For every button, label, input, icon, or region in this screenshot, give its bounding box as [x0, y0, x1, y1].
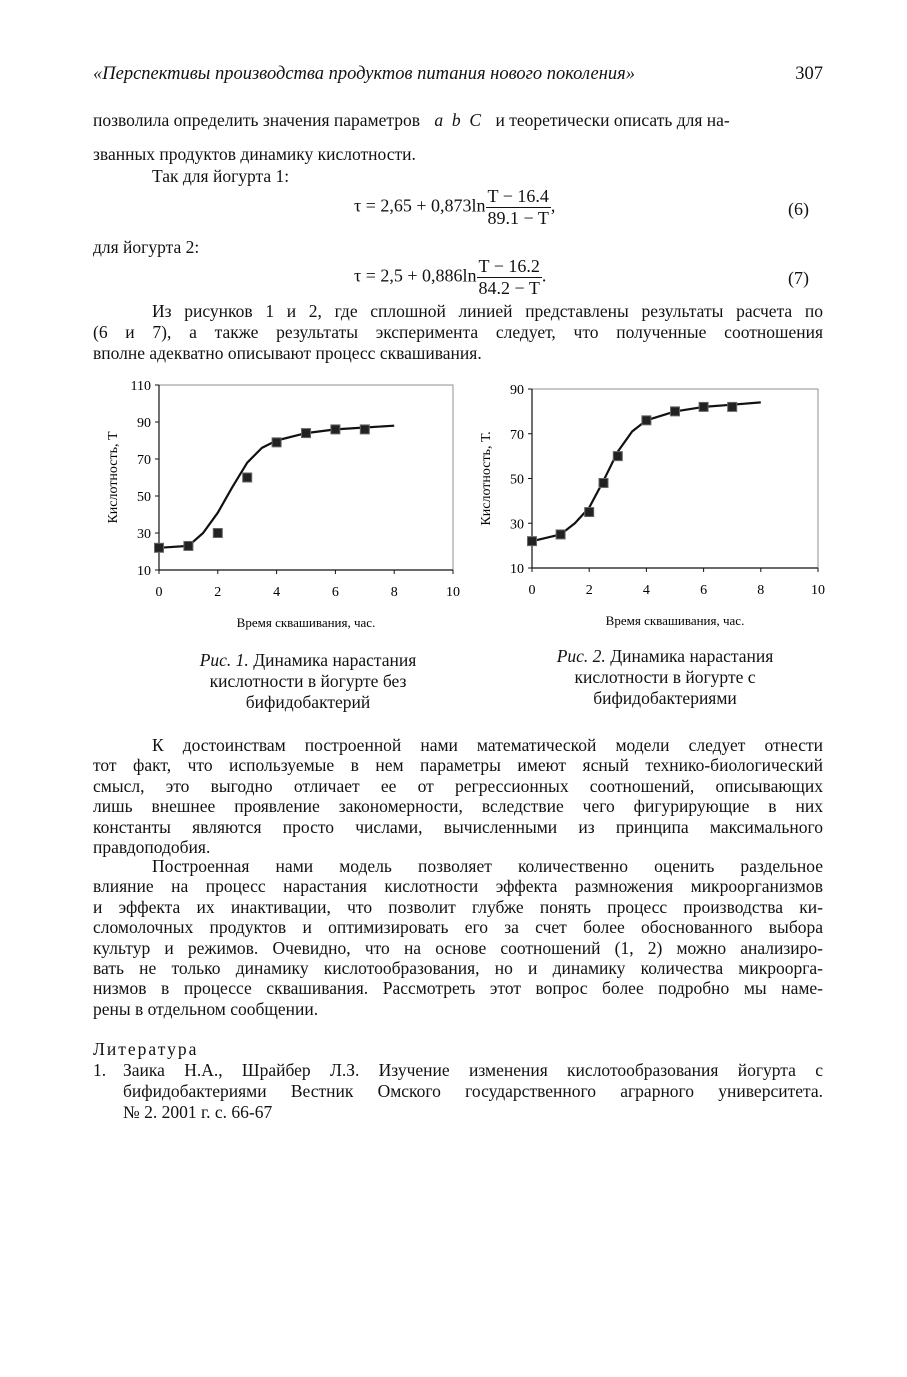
literature-line: № 2. 2001 г. с. 66-67	[123, 1102, 273, 1122]
eq6-tail: ,	[550, 195, 556, 216]
intro-params: a b C	[434, 110, 482, 130]
y-tick-label: 70	[137, 453, 151, 468]
para2-line: К достоинствам построенной нами математической модели следует отнести	[152, 735, 823, 755]
literature-item-body	[123, 1060, 823, 1123]
para2-line: лишь внешнее проявление закономерности, вследствие чего фигурирующие в них	[93, 796, 823, 817]
intro-line-1	[93, 110, 823, 131]
figure-1-caption	[173, 650, 443, 713]
eq7-denominator: 84.2 − T	[478, 278, 540, 298]
intro-text-b: и теоретически описать для на-	[495, 110, 730, 130]
y-tick-label: 30	[137, 527, 151, 542]
figure-2-chart	[474, 372, 844, 642]
data-point	[155, 543, 164, 552]
y-tick-label: 50	[137, 490, 151, 505]
para1-line: вполне адекватно описывают процесс сквашивания.	[93, 343, 482, 363]
para2-line: тот факт, что используемые в нем параметры имеют ясный технико-биологический	[93, 755, 823, 776]
para1-line: (6 и 7), а также результаты эксперимента следует, что полученные соотношения	[93, 322, 823, 342]
figure-1-chart	[93, 372, 473, 642]
para3-line: низмов в процессе сквашивания. Рассмотреть этот вопрос более подробно мы наме-	[93, 978, 823, 999]
data-point	[272, 438, 281, 447]
y-tick-label: 70	[510, 427, 524, 443]
intro-line-2: званных продуктов динамику кислотности.	[93, 144, 416, 164]
data-point	[213, 529, 222, 538]
para1-line: Из рисунков 1 и 2, где сплошной линией представлены результаты расчета по	[152, 301, 823, 321]
fig2-caption-text: Динамика нарастания кислотности в йогурте с бифидобактериями	[574, 646, 774, 708]
equation-7	[354, 256, 546, 299]
para2-line: правдоподобия.	[93, 837, 211, 858]
literature-line: бифидобактериями Вестник Омского государственного аграрного университета.	[123, 1081, 823, 1101]
y-tick-label: 10	[137, 564, 151, 579]
yogurt1-label: Так для йогурта 1:	[152, 166, 290, 186]
para2-line: смысл, это выгодно отличает ее от регрессионных соотношений, описывающих	[93, 775, 823, 796]
data-point	[184, 541, 193, 550]
eq6-lhs: τ = 2,65 + 0,873ln	[354, 195, 486, 216]
x-tick-label: 4	[273, 585, 281, 600]
data-point	[360, 425, 369, 434]
para3-line: сломолочных продуктов и оптимизировать его за счет более обоснованного выбора	[93, 917, 823, 938]
plot-frame	[159, 385, 453, 570]
para3-line: культур и режимов. Очевидно, что на основе соотношений (1, 2) можно анализиро-	[93, 937, 823, 958]
para3-line: и эффекта их инактивации, что позволит глубже понять процесс производства ки-	[93, 896, 823, 917]
paragraph-3	[93, 856, 823, 1019]
data-point	[528, 537, 537, 546]
fig1-caption-label: Рис. 1.	[199, 650, 249, 670]
paragraph-1	[93, 301, 823, 364]
data-point	[556, 530, 565, 539]
x-tick-label: 4	[642, 583, 650, 598]
running-header	[93, 64, 823, 85]
x-tick-label: 6	[331, 585, 339, 600]
data-point	[599, 478, 608, 487]
data-point	[243, 473, 252, 482]
para3-line: рены в отдельном сообщении.	[93, 998, 319, 1019]
data-point	[699, 402, 708, 411]
x-tick-label: 0	[528, 583, 536, 598]
x-tick-label: 8	[390, 585, 398, 600]
literature-line: Заика Н.А., Шрайбер Л.З. Изучение изменения кислотообразования йогурта с	[123, 1060, 823, 1080]
eq7-label: (7)	[788, 268, 809, 288]
data-point	[671, 407, 680, 416]
eq6-denominator: 89.1 − T	[487, 208, 549, 228]
para3-line: Построенная нами модель позволяет количественно оценить раздельное	[152, 856, 823, 876]
literature-item-number: 1.	[93, 1060, 107, 1080]
eq6-label: (6)	[788, 199, 809, 219]
y-axis-label: Кислотность, Т.	[479, 431, 494, 526]
y-tick-label: 90	[137, 416, 151, 431]
data-point	[585, 508, 594, 517]
y-tick-label: 50	[510, 472, 524, 488]
chart-1-svg	[93, 372, 473, 642]
para3-line: влияние на процесс нарастания кислотности эффекта размножения микроорганизмов	[93, 876, 823, 897]
fig1-caption-text: Динамика нарастания кислотности в йогурте без бифидобактерий	[209, 650, 417, 712]
x-axis-label: Время сквашивания, час.	[236, 615, 376, 630]
eq6-fraction	[486, 186, 551, 229]
y-axis-label: Кислотность, Т	[106, 431, 121, 524]
para2-line: константы являются просто числами, вычисленными из принципа максимального	[93, 816, 823, 837]
data-point	[642, 416, 651, 425]
x-tick-label: 2	[214, 585, 222, 600]
y-tick-label: 10	[510, 562, 524, 577]
x-tick-label: 0	[155, 585, 163, 600]
eq7-tail: .	[541, 265, 547, 286]
data-point	[331, 425, 340, 434]
paragraph-2	[93, 735, 823, 857]
eq7-lhs: τ = 2,5 + 0,886ln	[354, 265, 477, 286]
x-tick-label: 10	[811, 583, 825, 598]
x-tick-label: 2	[585, 583, 593, 598]
journal-title: «Перспективы производства продуктов питания нового поколения»	[93, 64, 635, 84]
literature-heading: Литература	[93, 1039, 199, 1059]
para3-line: вать не только динамику кислотообразования, но и динамику количества микроорга-	[93, 958, 823, 979]
x-tick-label: 8	[757, 583, 765, 598]
y-tick-label: 30	[510, 517, 524, 533]
intro-text-a: позволила определить значения параметров	[93, 110, 421, 130]
eq6-numerator: T − 16.4	[487, 186, 549, 206]
x-axis-label: Время сквашивания, час.	[605, 613, 745, 628]
fig2-caption-label: Рис. 2.	[556, 646, 606, 666]
data-point	[728, 402, 737, 411]
figure-2-caption	[530, 646, 800, 709]
page-number: 307	[795, 64, 823, 84]
data-point	[302, 429, 311, 438]
eq7-fraction	[477, 256, 542, 299]
x-tick-label: 10	[446, 585, 460, 600]
equation-6	[354, 186, 555, 229]
x-tick-label: 6	[700, 583, 708, 598]
yogurt2-label: для йогурта 2:	[93, 237, 200, 257]
y-tick-label: 110	[130, 379, 151, 394]
eq7-numerator: T − 16.2	[478, 256, 540, 276]
chart-2-svg	[474, 372, 844, 642]
y-tick-label: 90	[510, 383, 524, 398]
literature-item	[93, 1060, 823, 1123]
data-point	[613, 452, 622, 461]
